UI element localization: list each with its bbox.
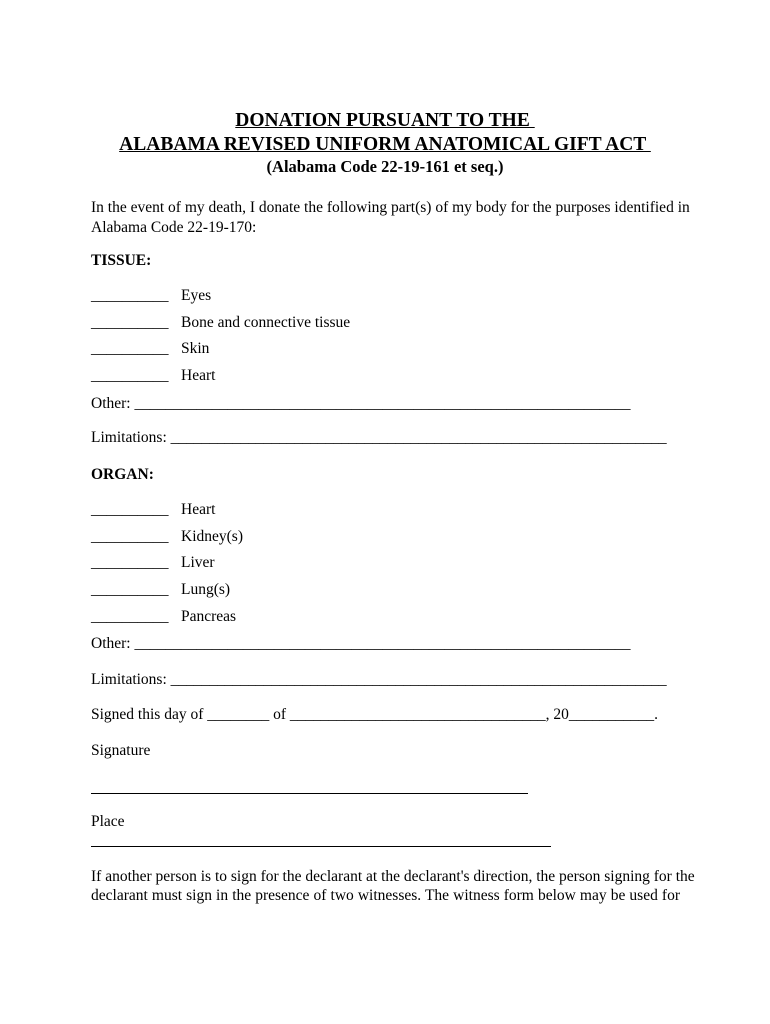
organ-item-pancreas[interactable]: [91, 608, 236, 626]
closing-line-1: If another person is to sign for the declarant at the declarant's direction, the person signing for the: [91, 868, 695, 885]
organ-limitations-field[interactable]: Limitations: ________________________________________________________________: [91, 671, 667, 688]
subtitle: (Alabama Code 22-19-161 et seq.): [266, 157, 504, 176]
closing-line-2: declarant must sign in the presence of two witnesses. The witness form below may be used for: [91, 887, 680, 904]
signature-label: Signature: [91, 742, 151, 759]
title-line-2: ALABAMA REVISED UNIFORM ANATOMICAL GIFT ACT: [119, 134, 651, 155]
checkbox-blank[interactable]: __________: [91, 528, 169, 545]
tissue-item-bone[interactable]: [91, 314, 350, 332]
checkbox-blank[interactable]: __________: [91, 581, 169, 598]
organ-item-kidneys[interactable]: [91, 528, 243, 546]
item-label: Skin: [181, 340, 210, 357]
intro-line-1: In the event of my death, I donate the following part(s) of my body for the purposes identified in: [91, 199, 690, 216]
checkbox-blank[interactable]: __________: [91, 367, 169, 384]
checkbox-blank[interactable]: __________: [91, 501, 169, 518]
checkbox-blank[interactable]: __________: [91, 287, 169, 304]
checkbox-blank[interactable]: __________: [91, 554, 169, 571]
organ-other-field[interactable]: Other: ________________________________________________________________: [91, 635, 631, 652]
tissue-item-eyes[interactable]: [91, 287, 211, 305]
place-line[interactable]: [91, 846, 551, 847]
checkbox-blank[interactable]: __________: [91, 314, 169, 331]
item-label: Heart: [181, 501, 216, 518]
tissue-other-field[interactable]: Other: ________________________________________________________________: [91, 395, 631, 412]
item-label: Bone and connective tissue: [181, 314, 351, 331]
tissue-heading: TISSUE:: [91, 252, 152, 269]
organ-item-lungs[interactable]: [91, 581, 230, 599]
title-line-1: DONATION PURSUANT TO THE: [235, 110, 535, 131]
tissue-item-skin[interactable]: [91, 340, 209, 358]
item-label: Pancreas: [181, 608, 237, 625]
place-label: Place: [91, 813, 125, 830]
tissue-item-heart[interactable]: [91, 367, 215, 385]
item-label: Liver: [181, 554, 215, 571]
signed-date-line[interactable]: Signed this day of ________ of _________________________________, 20___________.: [91, 706, 659, 723]
intro-line-2: Alabama Code 22-19-170:: [91, 219, 257, 236]
item-label: Kidney(s): [181, 528, 243, 545]
item-label: Lung(s): [181, 581, 231, 598]
organ-item-liver[interactable]: [91, 554, 215, 572]
tissue-limitations-field[interactable]: Limitations: ________________________________________________________________: [91, 429, 667, 446]
item-label: Eyes: [181, 287, 212, 304]
organ-item-heart[interactable]: [91, 501, 215, 519]
checkbox-blank[interactable]: __________: [91, 608, 169, 625]
checkbox-blank[interactable]: __________: [91, 340, 169, 357]
item-label: Heart: [181, 367, 216, 384]
signature-line[interactable]: [91, 793, 528, 794]
organ-heading: ORGAN:: [91, 466, 154, 483]
